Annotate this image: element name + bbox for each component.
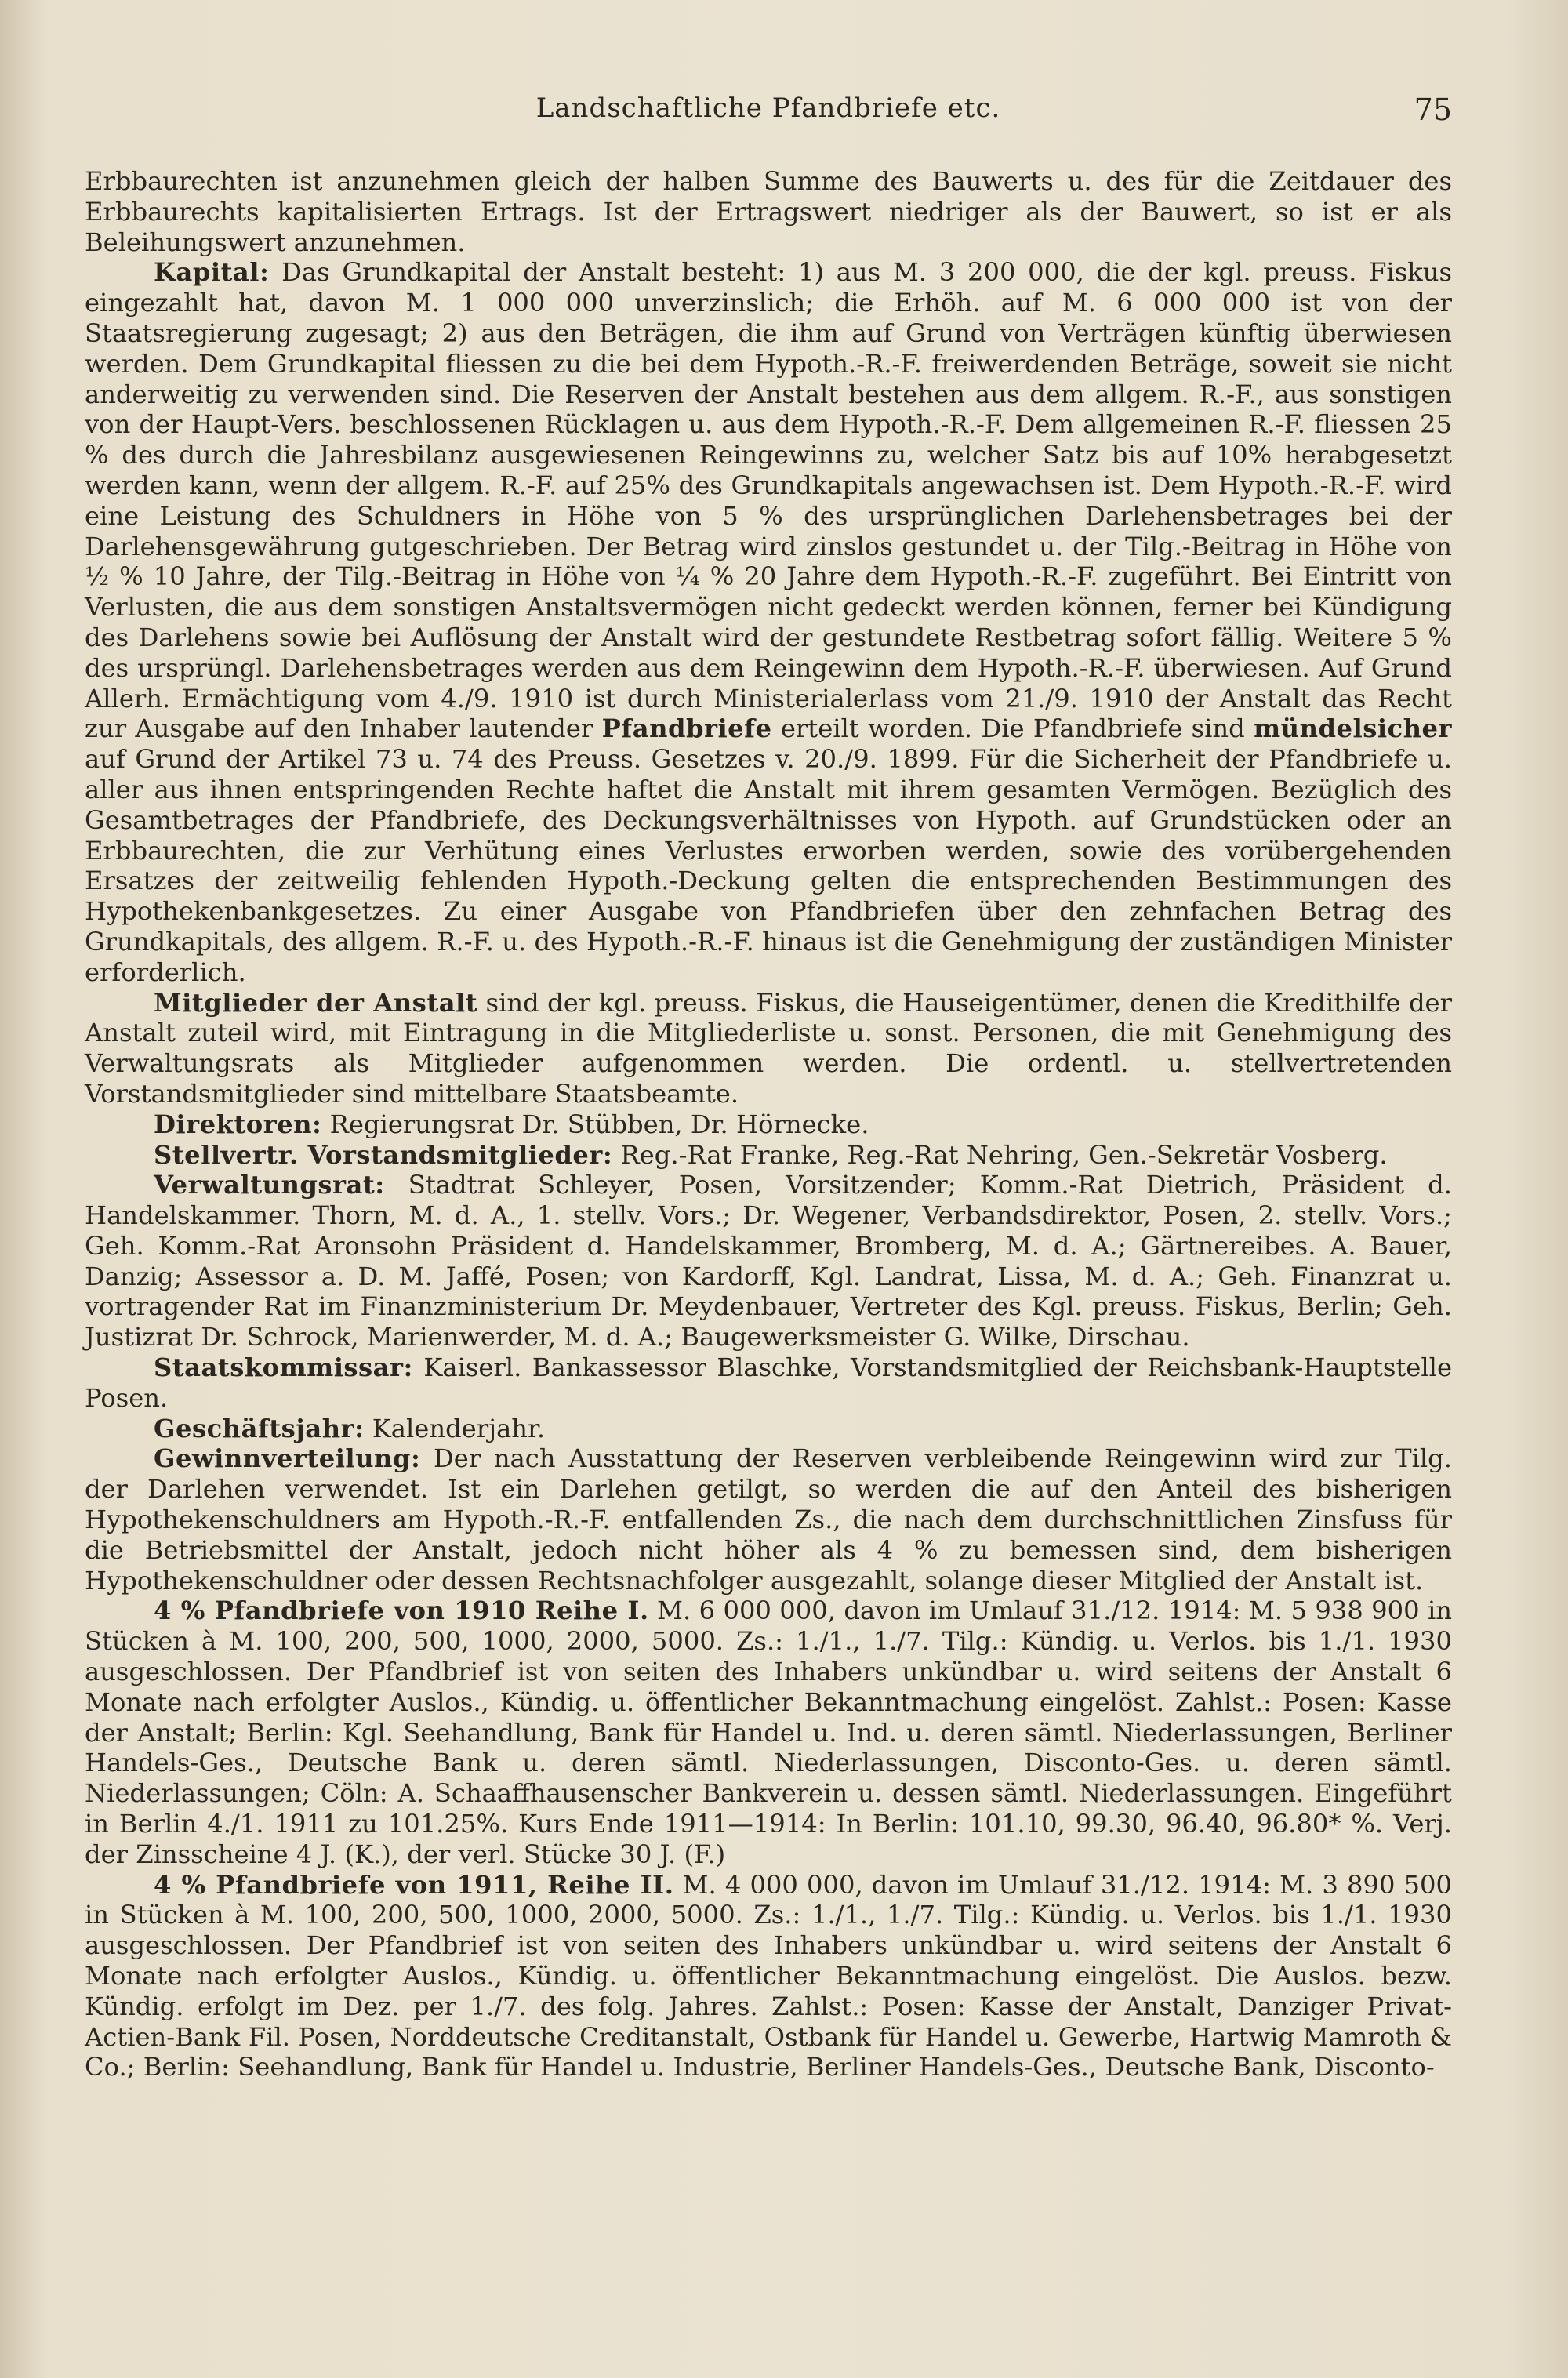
- paragraph-text: Stadtrat Schleyer, Posen, Vorsitzender; Komm.-Rat Dietrich, Präsident d. Handelskammer. Thorn, M. d. A., 1. stellv. Vors.; Dr. Wegener, Verbandsdirektor, Posen, 2. stellv. Vors.; Geh. Komm.-Rat Aronsohn Präsident d. Handelskammer, Bromberg, M. d. A.; Gärtnereibes. A. Bauer, Danzig; Assessor a. D. M. Jaffé, Posen; von Kardorff, Kgl. Landrat, Lissa, M. d. A.; Geh. Finanzrat u. vortragender Rat im Finanzministerium Dr. Meydenbauer, Vertreter des Kgl. preuss. Fiskus, Berlin; Geh. Justizrat Dr. Schrock, Marienwerder, M. d. A.; Baugewerksmeister G. Wilke, Dirschau.: [85, 1170, 1452, 1352]
- paragraph-direktoren: [85, 1109, 1452, 1140]
- section-label-mitglieder: Mitglieder der Anstalt: [154, 987, 478, 1018]
- paragraph-erbbaurechte: [85, 166, 1452, 257]
- paragraph-text-2: erteilt worden. Die Pfandbriefe sind: [771, 713, 1254, 744]
- paragraph-stellvertreter: [85, 1140, 1452, 1171]
- paragraph-pfandbriefe-reihe-1: [85, 1596, 1452, 1869]
- paragraph-pfandbriefe-reihe-2: [85, 1870, 1452, 2083]
- paragraph-text-3: auf Grund der Artikel 73 u. 74 des Preuss. Gesetzes v. 20./9. 1899. Für die Sicherheit der Pfandbriefe u. aller aus ihnen entspringenden Rechte haftet die Anstalt mit ihrem gesamten Vermögen. Bezüglich des Gesamtbetrages der Pfandbriefe, des Deckungsverhältnisses von Hypoth. auf Grundstücken oder an Erbbaurechten, die zur Verhütung eines Verlustes erworben werden, sowie des vorübergehenden Ersatzes der zeitweilig fehlenden Hypoth.-Deckung gelten die entsprechenden Bestimmungen des Hypothekenbankgesetzes. Zu einer Ausgabe von Pfandbriefen über den zehnfachen Betrag des Grundkapitals, des allgem. R.-F. u. des Hypoth.-R.-F. hinaus ist die Genehmigung der zuständigen Minister erforderlich.: [85, 744, 1452, 987]
- term-muendelsicher: mündelsicher: [1254, 713, 1452, 744]
- page-body: [85, 166, 1452, 2082]
- paragraph-text: Erbbaurechten ist anzunehmen gleich der halben Summe des Bauwerts u. des für die Zeitdauer des Erbbaurechts kapitalisierten Ertrags. Ist der Ertragswert niedriger als der Bauwert, so ist er als Beleihungswert anzunehmen.: [85, 166, 1452, 257]
- section-label-geschaeftsjahr: Geschäftsjahr:: [154, 1413, 365, 1443]
- paragraph-verwaltungsrat: [85, 1170, 1452, 1352]
- section-label-stellvertreter: Stellvertr. Vorstandsmitglieder:: [154, 1139, 613, 1170]
- paragraph-text: Kalenderjahr.: [364, 1413, 546, 1443]
- page-header: [85, 88, 1452, 135]
- section-label-kapital: Kapital:: [154, 257, 270, 288]
- paragraph-text: Der nach Ausstattung der Reserven verbleibende Reingewinn wird zur Tilg. der Darlehen verwendet. Ist ein Darlehen getilgt, so werden die auf den Anteil des bisherigen Hypothekenschuldners am Hypoth.-R.-F. entfallenden Zs., die nach dem durchschnittlichen Zinsfuss für die Betriebsmittel der Anstalt, jedoch nicht höher als 4 % zu bemessen sind, dem bisherigen Hypothekenschuldner oder dessen Rechtsnachfolger ausgezahlt, solange dieser Mitglied der Anstalt ist.: [85, 1443, 1452, 1596]
- paragraph-text: Das Grundkapital der Anstalt besteht: 1) aus M. 3 200 000, die der kgl. preuss. Fiskus eingezahlt hat, davon M. 1 000 000 unverzinslich; die Erhöh. auf M. 6 000 000 ist von der Staatsregierung zugesagt; 2) aus den Beträgen, die ihm auf Grund von Verträgen künftig überwiesen werden. Dem Grundkapital fliessen zu die bei dem Hypoth.-R.-F. freiwerdenden Beträge, soweit sie nicht anderweitig zu verwenden sind. Die Reserven der Anstalt bestehen aus dem allgem. R.-F., aus sonstigen von der Haupt-Vers. beschlossenen Rücklagen u. aus dem Hypoth.-R.-F. Dem allgemeinen R.-F. fliessen 25 % des durch die Jahresbilanz ausgewiesenen Reingewinns zu, welcher Satz bis auf 10% herabgesetzt werden kann, wenn der allgem. R.-F. auf 25% des Grundkapitals angewachsen ist. Dem Hypoth.-R.-F. wird eine Leistung des Schuldners in Höhe von 5 % des ursprünglichen Darlehensbetrages bei der Darlehensgewährung gutgeschrieben. Der Betrag wird zinslos gestundet u. der Tilg.-Beitrag in Höhe von ½ % 10 Jahre, der Tilg.-Beitrag in Höhe von ¼ % 20 Jahre dem Hypoth.-R.-F. zugeführt. Bei Eintritt von Verlusten, die aus dem sonstigen Anstaltsvermögen nicht gedeckt werden können, ferner bei Kündigung des Darlehens sowie bei Auflösung der Anstalt wird der gestundete Restbetrag sofort fällig. Weitere 5 % des ursprüngl. Darlehensbetrages werden aus dem Reingewinn dem Hypoth.-R.-F. überwiesen. Auf Grund Allerh. Ermächtigung vom 4./9. 1910 ist durch Ministerialerlass vom 21./9. 1910 der Anstalt das Recht zur Ausgabe auf den Inhaber lautender: [85, 257, 1452, 744]
- section-label-gewinnverteilung: Gewinnverteilung:: [154, 1443, 421, 1474]
- page-number: 75: [1414, 93, 1452, 127]
- paragraph-text: Kaiserl. Bankassessor Blaschke, Vorstandsmitglied der Reichsbank-Hauptstelle Posen.: [85, 1352, 1452, 1413]
- paragraph-text: M. 6 000 000, davon im Umlauf 31./12. 1914: M. 5 938 900 in Stücken à M. 100, 200, 500, 1000, 2000, 5000. Zs.: 1./1., 1./7. Tilg.: Kündig. u. Verlos. bis 1./1. 1930 ausgeschlossen. Der Pfandbrief ist von seiten des Inhabers unkündbar u. wird seitens der Anstalt 6 Monate nach erfolgter Auslos., Kündig. u. öffentlicher Bekanntmachung eingelöst. Zahlst.: Posen: Kasse der Anstalt; Berlin: Kgl. Seehandlung, Bank für Handel u. Ind. u. deren sämtl. Niederlassungen, Berliner Handels-Ges., Deutsche Bank u. deren sämtl. Niederlassungen, Disconto-Ges. u. deren sämtl. Niederlassungen; Cöln: A. Schaaffhausenscher Bankverein u. dessen sämtl. Niederlassungen. Eingeführt in Berlin 4./1. 1911 zu 101.25%. Kurs Ende 1911—1914: In Berlin: 101.10, 99.30, 96.40, 96.80* %. Verj. der Zinsscheine 4 J. (K.), der verl. Stücke 30 J. (F.): [85, 1596, 1452, 1869]
- paragraph-text: Regierungsrat Dr. Stübben, Dr. Hörnecke.: [321, 1109, 869, 1139]
- paragraph-geschaeftsjahr: [85, 1414, 1452, 1444]
- paragraph-mitglieder: [85, 988, 1452, 1109]
- paragraph-text: sind der kgl. preuss. Fiskus, die Hauseigentümer, denen die Kredithilfe der Anstalt zuteil wird, mit Eintragung in die Mitgliederliste u. sonst. Personen, die mit Genehmigung des Verwaltungsrats als Mitglieder aufgenommen werden. Die ordentl. u. stellvertretenden Vorstandsmitglieder sind mittelbare Staatsbeamte.: [85, 987, 1452, 1109]
- term-pfandbriefe: Pfandbriefe: [601, 713, 772, 744]
- paragraph-text: M. 4 000 000, davon im Umlauf 31./12. 1914: M. 3 890 500 in Stücken à M. 100, 200, 500, 1000, 2000, 5000. Zs.: 1./1., 1./7. Tilg.: Kündig. u. Verlos. bis 1./1. 1930 ausgeschlossen. Der Pfandbrief ist von seiten des Inhabers unkündbar u. wird seitens der Anstalt 6 Monate nach erfolgter Auslos., Kündig. u. öffentlicher Bekanntmachung eingelöst. Die Auslos. bezw. Kündig. erfolgt im Dez. per 1./7. des folg. Jahres. Zahlst.: Posen: Kasse der Anstalt, Danziger Privat-Actien-Bank Fil. Posen, Norddeutsche Creditanstalt, Ostbank für Handel u. Gewerbe, Hartwig Mamroth & Co.; Berlin: Seehandlung, Bank für Handel u. Industrie, Berliner Handels-Ges., Deutsche Bank, Disconto-: [85, 1869, 1452, 2082]
- running-title: Landschaftliche Pfandbriefe etc.: [535, 93, 1001, 124]
- section-label-direktoren: Direktoren:: [154, 1109, 322, 1139]
- section-label-reihe-2: 4 % Pfandbriefe von 1911, Reihe II.: [154, 1869, 674, 1900]
- paragraph-kapital: [85, 257, 1452, 987]
- section-label-staatskommissar: Staatskommissar:: [154, 1352, 413, 1383]
- paragraph-gewinnverteilung: [85, 1443, 1452, 1596]
- paragraph-text: Reg.-Rat Franke, Reg.-Rat Nehring, Gen.-Sekretär Vosberg.: [612, 1139, 1388, 1170]
- paragraph-staatskommissar: [85, 1352, 1452, 1414]
- section-label-reihe-1: 4 % Pfandbriefe von 1910 Reihe I.: [154, 1596, 649, 1626]
- section-label-verwaltungsrat: Verwaltungsrat:: [154, 1170, 385, 1200]
